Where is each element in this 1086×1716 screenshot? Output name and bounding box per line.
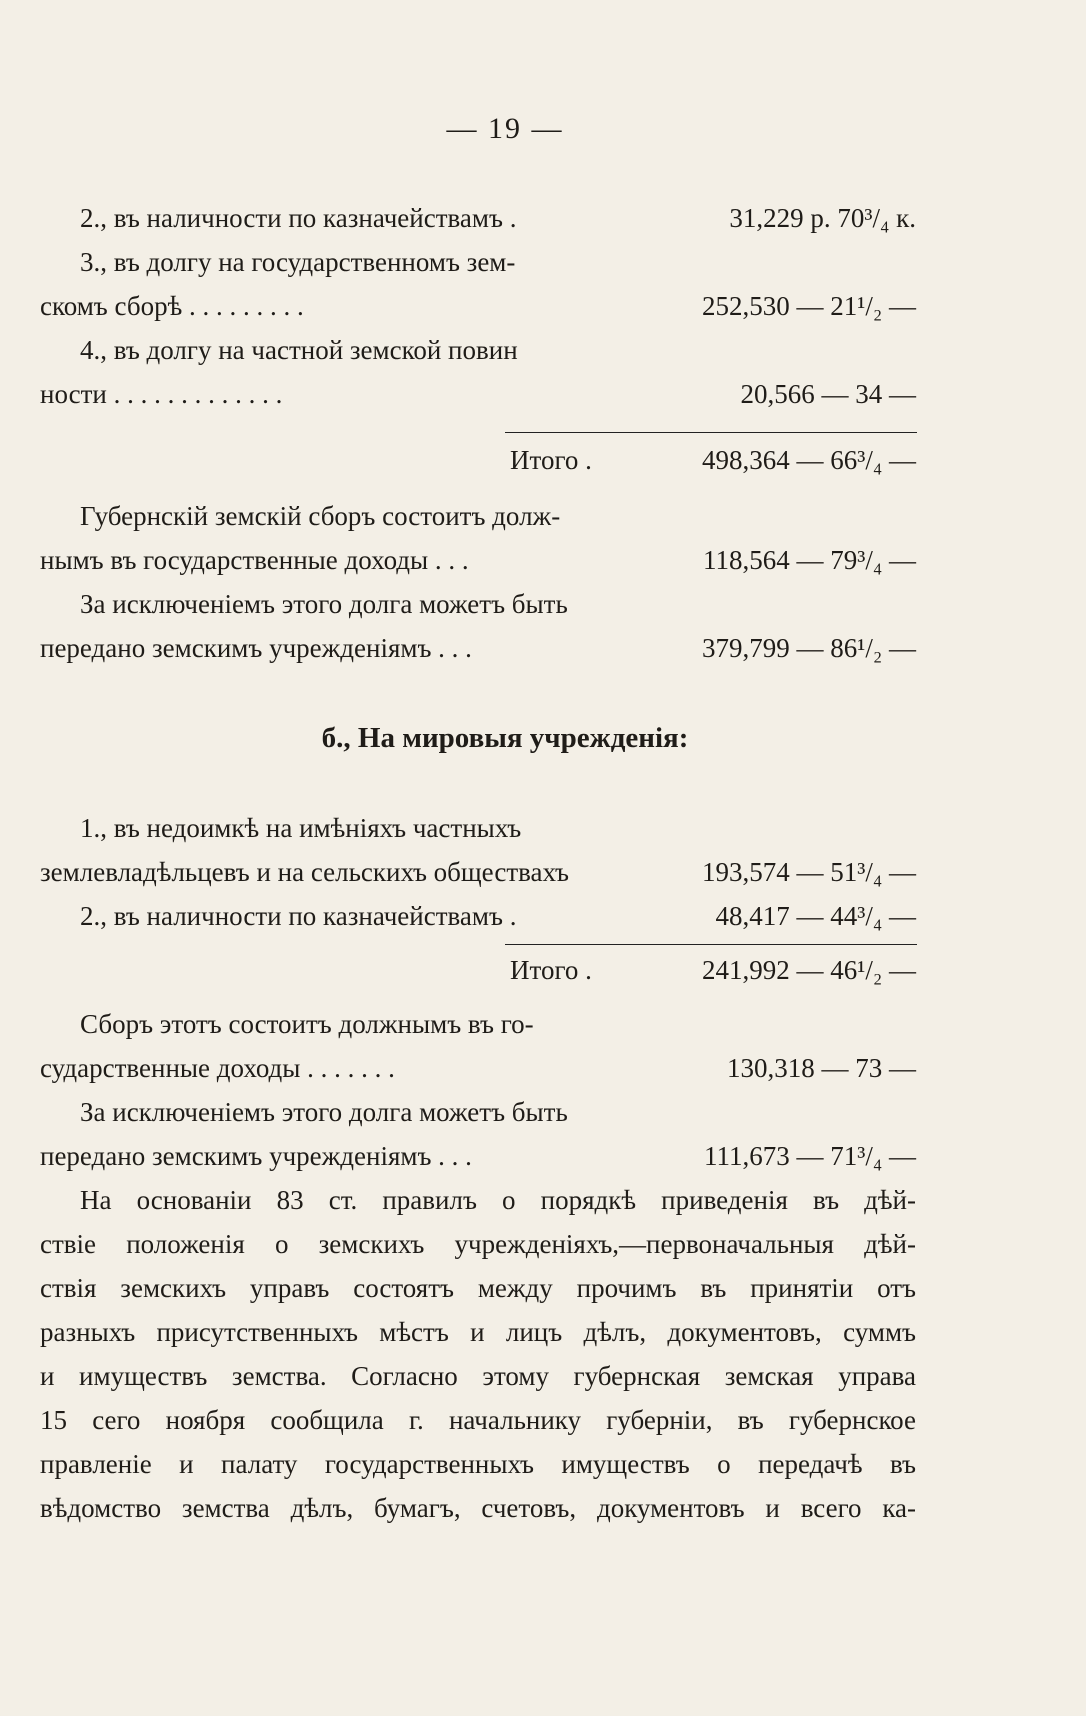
- line-label: передано земскимъ учрежденіямъ . . .: [40, 1141, 472, 1171]
- total-amount: 241,992 — 46¹/₂ —: [701, 955, 916, 985]
- line-label: За исключеніемъ этого долга можетъ быть: [80, 1097, 568, 1127]
- line-label: скомъ сборѣ . . . . . . . . .: [40, 291, 304, 321]
- paragraph-text: На основаніи 83 ст. правилъ о порядкѣ приведенія въ дѣй-: [80, 1185, 916, 1215]
- line-label: нымъ въ государственные доходы . . .: [40, 545, 469, 575]
- line-label: Губернскій земскій сборъ состоитъ долж-: [80, 501, 561, 531]
- line-label: землевладѣльцевъ и на сельскихъ обществахъ: [40, 857, 569, 887]
- ledger-line: [40, 1134, 916, 1178]
- paragraph-line: [40, 1222, 916, 1266]
- paragraph-text: ствія земскихъ управъ состоятъ между прочимъ въ принятіи отъ: [40, 1273, 916, 1303]
- line-label: ности . . . . . . . . . . . . .: [40, 379, 283, 409]
- line-label: сударственные доходы . . . . . . .: [40, 1053, 395, 1083]
- ledger-line: [40, 1090, 916, 1134]
- paragraph-text: разныхъ присутственныхъ мѣстъ и лицъ дѣлъ, документовъ, суммъ: [40, 1317, 916, 1347]
- ledger-line: [40, 196, 916, 240]
- line-label: 1., въ недоимкѣ на имѣніяхъ частныхъ: [80, 813, 522, 843]
- paragraph-text: 15 сего ноября сообщила г. начальнику губерніи, въ губернское: [40, 1405, 916, 1435]
- paragraph-text: правленіе и палату государственныхъ имуществъ о передачѣ въ: [40, 1449, 916, 1479]
- total-label: Итого .: [510, 445, 592, 475]
- section-heading: б., На мировыя учрежденія:: [321, 722, 689, 754]
- line-amount: 20,566 — 34 —: [740, 379, 916, 409]
- ledger-line: [40, 850, 916, 894]
- ledger-line: [40, 328, 916, 372]
- ledger-line: [40, 894, 916, 938]
- total-rule: [505, 432, 917, 433]
- ledger-line: [40, 806, 916, 850]
- line-label: 4., въ долгу на частной земской повин: [80, 335, 518, 365]
- line-amount: 379,799 — 86¹/₂ —: [701, 633, 916, 663]
- paragraph-line: [40, 1398, 916, 1442]
- total-amount: 498,364 — 66³/₄ —: [701, 445, 916, 475]
- ledger-line: [40, 372, 916, 416]
- line-amount: 193,574 — 51³/₄ —: [701, 857, 916, 887]
- paragraph-line: [40, 1178, 916, 1222]
- line-amount: 111,673 — 71³/₄ —: [703, 1141, 916, 1171]
- line-label: Сборъ этотъ состоитъ должнымъ въ го-: [80, 1009, 534, 1039]
- line-label: передано земскимъ учрежденіямъ . . .: [40, 633, 472, 663]
- paragraph-line: [40, 1486, 916, 1530]
- line-label: 2., въ наличности по казначействамъ .: [80, 203, 517, 233]
- ledger-line: [40, 494, 916, 538]
- paragraph-text: вѣдомство земства дѣлъ, бумагъ, счетовъ, документовъ и всего ка-: [40, 1493, 916, 1523]
- line-amount: 31,229 р. 70³/₄ к.: [729, 203, 916, 233]
- total-line: [40, 948, 916, 992]
- paragraph-text: и имуществъ земства. Согласно этому губернская земская управа: [40, 1361, 916, 1391]
- paragraph-line: [40, 1266, 916, 1310]
- line-amount: 130,318 — 73 —: [727, 1053, 916, 1083]
- ledger-line: [40, 582, 916, 626]
- line-amount: 48,417 — 44³/₄ —: [715, 901, 916, 931]
- paragraph-line: [40, 1354, 916, 1398]
- line-label: За исключеніемъ этого долга можетъ быть: [80, 589, 568, 619]
- ledger-line: [40, 284, 916, 328]
- total-label: Итого .: [510, 955, 592, 985]
- paragraph-text: ствіе положенія о земскихъ учрежденіяхъ,—первоначальныя дѣй-: [40, 1229, 916, 1259]
- line-amount: 252,530 — 21¹/₂ —: [701, 291, 916, 321]
- ledger-line: [40, 240, 916, 284]
- line-label: 3., въ долгу на государственномъ зем-: [80, 247, 516, 277]
- ledger-line: [40, 1046, 916, 1090]
- line-amount: 118,564 — 79³/₄ —: [702, 545, 916, 575]
- page-number: — 19 —: [446, 112, 564, 145]
- total-rule: [505, 944, 917, 945]
- ledger-line: [40, 538, 916, 582]
- ledger-line: [40, 626, 916, 670]
- paragraph-line: [40, 1310, 916, 1354]
- paragraph-line: [40, 1442, 916, 1486]
- total-line: [40, 438, 916, 482]
- ledger-line: [40, 1002, 916, 1046]
- line-label: 2., въ наличности по казначействамъ .: [80, 901, 517, 931]
